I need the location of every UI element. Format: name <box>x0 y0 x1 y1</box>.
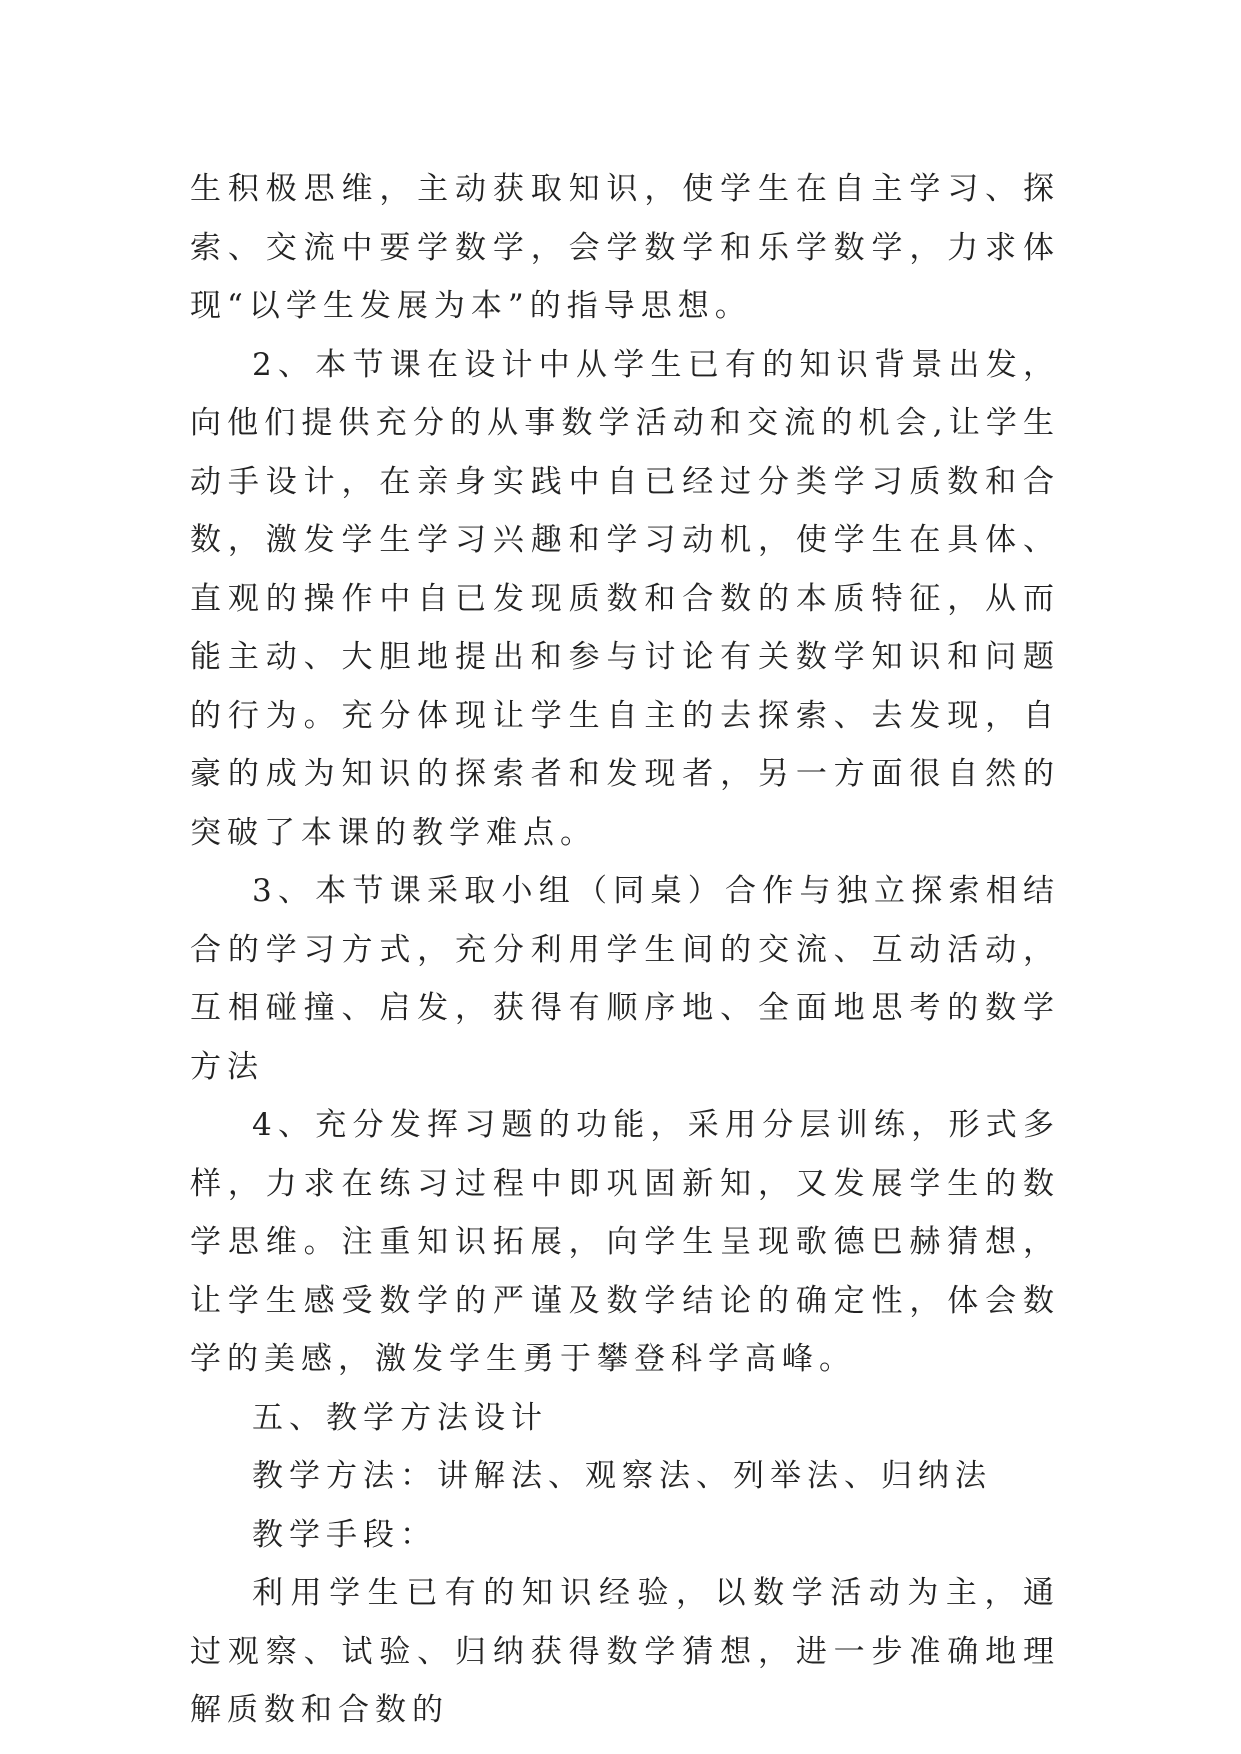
teaching-means-label: 教学手段： <box>252 1516 437 1553</box>
paragraph-4: 4、充分发挥习题的功能，采用分层训练，形式多样，力求在练习过程中即巩固新知，又发展学生的数学思维。注重知识拓展，向学生呈现歌德巴赫猜想，让学生感受数学的严谨及数学结论的确定性，体会数学的美感，激发学生勇于攀登科学高峰。 <box>190 1107 1060 1377</box>
paragraph-final: 利用学生已有的知识经验，以数学活动为主，通过观察、试验、归纳获得数学猜想，进一步准确地理解质数和合数的 <box>190 1575 1060 1728</box>
paragraph-3: 3、本节课采取小组（同桌）合作与独立探索相结合的学习方式，充分利用学生间的交流、互动活动，互相碰撞、启发，获得有顺序地、全面地思考的数学方法 <box>190 873 1060 1085</box>
paragraph-2: 2、本节课在设计中从学生已有的知识背景出发，向他们提供充分的从事数学活动和交流的机会,让学生动手设计，在亲身实践中自已经过分类学习质数和合数，激发学生学习兴趣和学习动机，使学生在具体、直观的操作中自已发现质数和合数的本质特征，从而能主动、大胆地提出和参与讨论有关数学知识和问题的行为。充分体现让学生自主的去探索、去发现，自豪的成为知识的探索者和发现者，另一方面很自然的突破了本课的教学难点。 <box>190 346 1060 851</box>
teaching-methods: 教学方法：讲解法、观察法、列举法、归纳法 <box>252 1458 992 1494</box>
section-heading: 五、教学方法设计 <box>252 1399 548 1436</box>
document-body <box>190 160 1060 1740</box>
paragraph-1: 生积极思维，主动获取知识，使学生在自主学习、探索、交流中要学数学，会学数学和乐学数学，力求体现“以学生发展为本”的指导思想。 <box>190 171 1060 324</box>
